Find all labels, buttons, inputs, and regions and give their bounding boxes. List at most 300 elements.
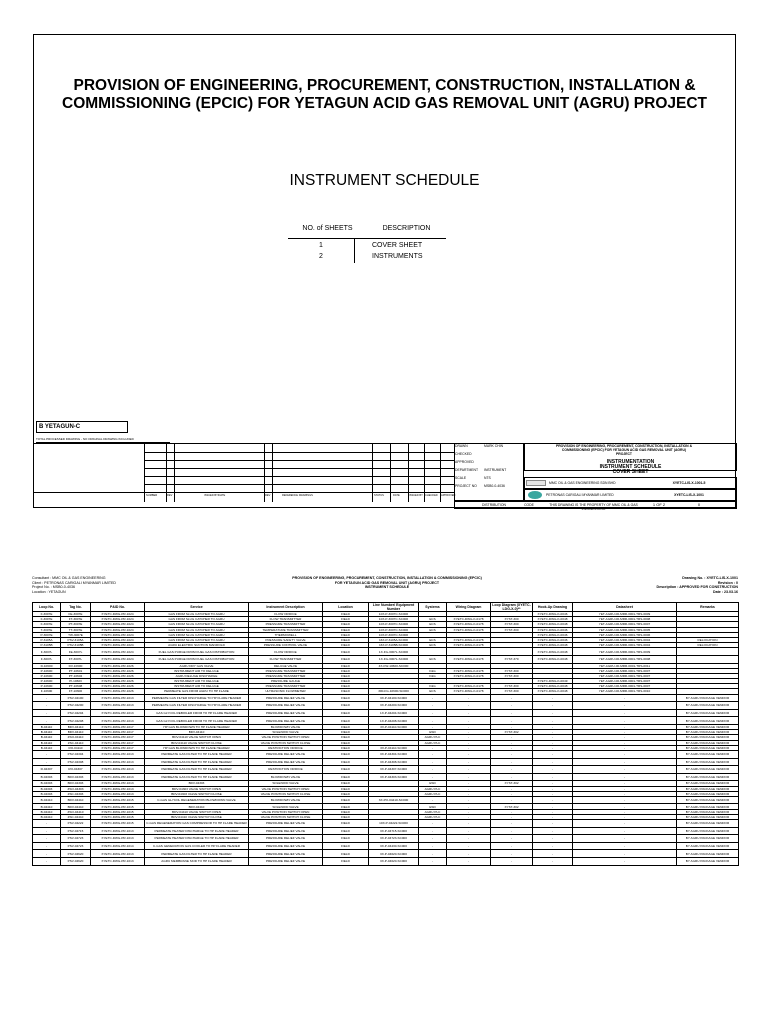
table-cell: - — [33, 827, 61, 835]
table-cell: PRESSURE CONTROL VALVE — [249, 643, 323, 648]
table-cell: XYETC-DWG-K-0178 — [447, 643, 491, 648]
table-cell: BY AGRU PACKAGE VENDOR — [677, 804, 739, 809]
table-cell: PSV-04200 — [61, 702, 91, 710]
table-cell: - — [491, 735, 533, 740]
table-cell: - — [447, 702, 491, 710]
table-cell: XYETC-DWG-PR-1013 — [91, 858, 145, 866]
table-cell: AGRU DRY GAS VALVE — [145, 663, 249, 668]
table-cell: - — [533, 725, 573, 730]
table-cell: - — [491, 786, 533, 791]
schedule-project-line: PROVISION OF ENGINEERING, PROCUREMENT, CONSTRUCTION, INSTALLATION & COMMISSIONING (EPCIC) — [292, 576, 482, 580]
table-cell: VALVE POSITION SWITCH CLOSE — [249, 814, 323, 819]
table-cell: BY AGRU PACKAGE VENDOR — [677, 717, 739, 725]
table-cell: BY AGRU PACKAGE VENDOR — [677, 766, 739, 774]
schedule-right-header — [588, 576, 738, 594]
table-cell: - — [491, 796, 533, 804]
table-cell: GAS FROM SLUG CATCHER TO AGRU — [145, 632, 249, 637]
table-cell: BY AGRU PACKAGE VENDOR — [677, 835, 739, 843]
table-cell: XYETC-DWG-PR-1024 — [91, 648, 145, 656]
table-cell: - — [419, 709, 447, 717]
table-cell: XYETC-DWG-K-0048 — [533, 648, 573, 656]
table-cell: - — [573, 730, 677, 735]
table-cell: XYETC-DWG-PR-1013 — [91, 694, 145, 702]
table-cell: BY AGRU PACKAGE VENDOR — [677, 750, 739, 758]
table-cell: XYETC-DWG-PR-1013 — [91, 786, 145, 791]
table-cell: - — [533, 766, 573, 774]
table-cell: - — [573, 791, 677, 796]
table-cell: YET-AGRU-00-MRR-0001-TRS-0006 — [573, 632, 677, 637]
table-cell: 3X-P-04620-SC000 — [369, 850, 419, 858]
table-cell: RELOCATION — [677, 643, 739, 648]
table-cell: FIELD — [323, 842, 369, 850]
table-cell: - — [573, 804, 677, 809]
table-cell: - — [33, 835, 61, 843]
table-cell: XYETC-DWG-K-0178 — [447, 622, 491, 627]
table-cell: XYETC-DWG-PR-1017 — [91, 745, 145, 750]
table-cell: FT-3007L — [61, 655, 91, 663]
table-cell: PRESSURE GAUGE — [249, 679, 323, 684]
table-cell: - — [573, 750, 677, 758]
grid-line — [390, 444, 391, 502]
table-cell: GAS GLYCOL REBOILER FROM TO HP FLARE HEADER — [145, 709, 249, 717]
table-cell: PERMEATE GAS FILTER TO HP FLARE HEADER — [145, 850, 249, 858]
table-cell: 16X-P-3105B-SC000 — [369, 643, 419, 648]
table-cell: BY AGRU PACKAGE VENDOR — [677, 702, 739, 710]
sheet-row — [288, 253, 446, 260]
tb-doc-type: INSTRUMENTATION — [606, 459, 655, 465]
table-cell: FIELD — [323, 673, 369, 678]
table-cell: YET-AGRU-00-MRR-0001-TRS-0007 — [573, 684, 677, 689]
table-cell: FUEL GAS PURGE FROM FUEL GAS DISTRIBUTION — [145, 655, 249, 663]
table-cell: PRESSURE TRANSMITTER — [249, 673, 323, 678]
table-cell: XYETC-DWG-K-0048 — [533, 655, 573, 663]
table-cell: XYETC-DWG-K-0178 — [447, 673, 491, 678]
table-cell: GAS FROM SLUG CATCHER TO AGRU — [145, 637, 249, 642]
title-block — [454, 443, 737, 509]
table-row — [33, 850, 739, 858]
table-cell: FE-3007E — [61, 612, 91, 617]
table-cell: PSV-04308 — [61, 758, 91, 766]
table-cell: - — [419, 702, 447, 710]
tb-row-label: DRAWN — [455, 444, 468, 448]
table-cell: SOLENOID VALVE — [249, 730, 323, 735]
table-cell: - — [573, 796, 677, 804]
instrument-schedule — [32, 576, 738, 908]
table-cell: - — [491, 791, 533, 796]
description-column-header: DESCRIPTION — [382, 225, 431, 232]
table-cell: BDV-04410 VALVE SWITCH OPEN — [145, 809, 249, 814]
column-header: Datasheet — [573, 603, 677, 612]
table-cell: XYETC-DWG-PR-1013 — [91, 791, 145, 796]
table-cell — [447, 648, 491, 656]
table-cell: - — [533, 745, 573, 750]
rev-label: CHECKED — [425, 494, 438, 497]
consultant-logo-icon — [526, 480, 546, 486]
table-cell: - — [491, 717, 533, 725]
tb-row-label: CHECKED — [455, 452, 472, 456]
table-cell: - — [491, 702, 533, 710]
table-cell: BY AGRU PACKAGE VENDOR — [677, 735, 739, 740]
table-cell: 3X-P-04723-SC000 — [369, 835, 419, 843]
table-cell: FIELD — [323, 689, 369, 694]
table-cell: XYETC-DWG-PR-1017 — [91, 735, 145, 740]
table-cell: GAS FROM SLUG CATCHER TO AGRU — [145, 617, 249, 622]
table-cell: FIELD — [323, 858, 369, 866]
table-cell: BDV-04303 — [61, 773, 91, 781]
client-line: Client : PETRONAS CARIGALI MYANMAR LIMITED — [32, 580, 117, 585]
table-cell: - — [33, 842, 61, 850]
table-cell: BDV-04410 — [61, 804, 91, 809]
table-row — [33, 766, 739, 774]
grid-line — [34, 492, 454, 493]
table-cell: - — [533, 702, 573, 710]
table-cell: AGRU PLC — [419, 809, 447, 814]
table-cell: YET-AGRU-00-MRR-0001-TRS-0004 — [573, 643, 677, 648]
table-cell: YET-AGRU-00-MRR-0001-TRS-0008 — [573, 655, 677, 663]
table-cell: 3X-P-04430-SC000 — [369, 842, 419, 850]
table-cell: XYETC-DWG-PR-1024 — [91, 617, 145, 622]
table-cell: FIELD — [323, 773, 369, 781]
table-cell: - — [447, 730, 491, 735]
table-cell: ESD — [419, 781, 447, 786]
table-cell: - — [573, 694, 677, 702]
table-cell: XYST-300 — [491, 684, 533, 689]
table-cell: - — [573, 781, 677, 786]
table-cell: VALVE POSITION SWITCH CLOSE — [249, 791, 323, 796]
tb-row-label: DEPARTMENT — [455, 468, 479, 472]
table-cell: XYETC-DWG-PR-1014 — [91, 842, 145, 850]
table-cell: SOLENOID VALVE — [249, 804, 323, 809]
table-cell: XYETC-DWG-K-0178 — [447, 637, 491, 642]
tb-issue-code: CODE — [524, 503, 534, 507]
table-row — [33, 858, 739, 866]
table-cell: P-10600 — [33, 684, 61, 689]
table-row — [33, 717, 739, 725]
tb-row-value: MSB0-0-4036 — [484, 484, 505, 488]
table-cell: - — [533, 858, 573, 866]
table-cell: XYETC-DWG-K-0178 — [447, 655, 491, 663]
schedule-title-line: INSTRUMENT SCHEDULE — [364, 585, 410, 590]
rev-label: REV — [167, 494, 173, 497]
table-cell: DV-10600 — [61, 663, 91, 668]
table-cell: BY AGRU PACKAGE VENDOR — [677, 725, 739, 730]
table-cell: - — [573, 827, 677, 835]
table-cell: - — [573, 758, 677, 766]
table-cell: BY AGRU PACKAGE VENDOR — [677, 791, 739, 796]
table-cell: - — [419, 745, 447, 750]
table-cell: - — [573, 745, 677, 750]
table-cell: - — [447, 814, 491, 819]
table-cell: INSTRUMENT AIR TO DELUGE — [145, 668, 249, 673]
table-cell: 10X-P-3007C-SC000 — [369, 632, 419, 637]
table-cell: PT-3007E — [61, 622, 91, 627]
table-cell: - — [533, 814, 573, 819]
tb-doc-title: INSTRUMENT SCHEDULE — [599, 464, 662, 470]
table-cell: FT-10600 — [61, 689, 91, 694]
table-cell: - — [33, 858, 61, 866]
table-cell: PSV-04208 — [61, 717, 91, 725]
table-cell: 1X-P-04204-SC000 — [369, 709, 419, 717]
table-cell: PSV-04620 — [61, 858, 91, 866]
table-cell: XYETC-DWG-PR-1015 — [91, 796, 145, 804]
table-cell: ECS — [419, 627, 447, 632]
table-cell: XYETC-DWG-PR-1015 — [91, 820, 145, 828]
table-cell: BLOWDOWN VALVE — [249, 773, 323, 781]
tb-sheet-title: COVER SHEET — [612, 469, 649, 475]
table-cell: - — [447, 725, 491, 730]
table-cell: PERMEATE GAS FROM AGRU TO HP FLARE — [145, 689, 249, 694]
table-cell: PRESSURE RELIEF VALVE — [249, 820, 323, 828]
table-cell: XYETC-DWG-K-0046 — [533, 612, 573, 617]
table-cell: YET-AGRU-00-MRR-0001-TRS-0005 — [573, 627, 677, 632]
table-cell: - — [419, 717, 447, 725]
sheet-number: 2 — [319, 253, 323, 260]
table-cell: AGRU PLC — [419, 740, 447, 745]
table-cell: ECS — [419, 622, 447, 627]
table-cell: BDV-04110 — [61, 725, 91, 730]
table-cell: PRESSURE SAFETY VALVE — [249, 637, 323, 642]
tb-drawing-no-top: XYETC-LIS-X-1001-5 — [672, 481, 706, 485]
table-cell: PERMEATE GAS FILTER TO HP FLARE HEADER — [145, 750, 249, 758]
table-cell: SOLENOID VALVE — [249, 781, 323, 786]
table-cell: FIELD — [323, 835, 369, 843]
table-row — [33, 702, 739, 710]
table-cell: XYETC-DWG-PR-1024 — [91, 632, 145, 637]
table-cell: - — [573, 786, 677, 791]
table-row — [33, 648, 739, 656]
table-cell: FIELD — [323, 648, 369, 656]
schedule-center-header — [222, 576, 552, 590]
table-cell: PSV-04715 — [61, 827, 91, 835]
table-cell: XYETC-DWG-PR-1024 — [91, 612, 145, 617]
table-cell: - — [491, 745, 533, 750]
column-header: Location — [323, 603, 369, 612]
table-row — [33, 820, 739, 828]
table-cell: FIELD — [323, 663, 369, 668]
table-cell: RO-04307 — [61, 766, 91, 774]
table-cell: PSV-04222 — [61, 820, 91, 828]
table-cell: FT-3007E — [61, 617, 91, 622]
table-cell: TT-3007E — [61, 627, 91, 632]
table-cell: - — [533, 835, 573, 843]
table-cell: F-3007E — [33, 612, 61, 617]
table-cell: F&G — [419, 673, 447, 678]
table-cell: XYST-300 — [491, 668, 533, 673]
table-cell: ZSO-04410 — [61, 809, 91, 814]
table-cell: - — [491, 750, 533, 758]
table-cell: PERMEATE HEATER DISCHARGE TO HP FLARE HEADER — [145, 827, 249, 835]
table-cell: - — [447, 786, 491, 791]
table-cell: - — [573, 814, 677, 819]
table-cell: AGRU ELECTRIC SUCTION MANIFOLD — [145, 643, 249, 648]
table-cell: - — [533, 809, 573, 814]
table-row — [33, 750, 739, 758]
table-cell: - — [419, 773, 447, 781]
table-row — [33, 835, 739, 843]
table-cell: - — [573, 725, 677, 730]
table-cell: XYETC-DWG-PR-1013 — [91, 766, 145, 774]
table-cell: FIELD — [323, 804, 369, 809]
rev-label: ISSUED BY — [409, 494, 423, 497]
table-cell: - — [533, 717, 573, 725]
table-cell: 3X-P-04110-SC000 — [369, 725, 419, 730]
column-header: Instrument Description — [249, 603, 323, 612]
tb-row-label: PROJECT NO — [455, 484, 477, 488]
table-cell: FIELD — [323, 786, 369, 791]
table-cell: C-GAS GLYCOL REGENERATION BLOWDOWN VALVE — [145, 796, 249, 804]
table-row — [33, 796, 739, 804]
table-cell: - — [419, 758, 447, 766]
table-cell: XYETC-DWG-PR-1017 — [91, 740, 145, 745]
table-cell: BDV-04303 VALVE SWITCH OPEN — [145, 786, 249, 791]
table-cell: XYETC-DWG-PR-1024 — [91, 655, 145, 663]
column-header: P&ID No. — [91, 603, 145, 612]
table-cell: YET-AGRU-00-MRR-0001-TRS-0010 — [573, 689, 677, 694]
table-cell: - — [491, 766, 533, 774]
table-cell: F-3007L — [33, 655, 61, 663]
table-cell: BY AGRU PACKAGE VENDOR — [677, 809, 739, 814]
table-cell: XYETC-DWG-K-0178 — [447, 668, 491, 673]
table-cell: - — [447, 850, 491, 858]
table-cell: BDV-04303 VALVE SWITCH CLOSE — [145, 791, 249, 796]
table-cell — [491, 648, 533, 656]
table-cell: XYETC-DWG-PR-1013 — [91, 850, 145, 858]
table-cell: 10X-P-04222-SC000 — [369, 820, 419, 828]
table-cell: - — [491, 842, 533, 850]
table-cell: - — [533, 773, 573, 781]
table-cell: XYETC-DWG-PR-1013 — [91, 750, 145, 758]
revision-grid — [34, 443, 454, 501]
table-cell: XYETC-DWG-K-0178 — [447, 627, 491, 632]
table-cell: FIELD — [323, 796, 369, 804]
table-cell: HP GAS BLOWDOWN TO HP FLARE HEADER — [145, 745, 249, 750]
table-cell: XYST-300 — [491, 627, 533, 632]
table-cell: - — [491, 835, 533, 843]
table-cell: - — [533, 786, 573, 791]
tb-distribution: DISTRIBUTION — [482, 503, 506, 507]
table-cell — [419, 648, 447, 656]
table-cell: PSV-04304 — [61, 750, 91, 758]
column-header: Tag No. — [61, 603, 91, 612]
table-cell: PRESSURE RELIEF VALVE — [249, 750, 323, 758]
table-cell: - — [33, 758, 61, 766]
table-cell: AGRU PLC — [419, 786, 447, 791]
table-cell: FIELD — [323, 827, 369, 835]
table-cell: FIELD — [323, 655, 369, 663]
table-cell: PSV-3105A — [61, 637, 91, 642]
table-cell: PRESSURE RELIEF VALVE — [249, 858, 323, 866]
table-cell: 3X-PO-04410-SC000 — [369, 796, 419, 804]
table-cell: B-04110 — [33, 745, 61, 750]
table-cell: B-04110 — [33, 725, 61, 730]
table-cell: - — [491, 773, 533, 781]
table-cell: - — [491, 827, 533, 835]
table-cell: XYETC-DWG-K-0046 — [533, 632, 573, 637]
table-cell: - — [447, 758, 491, 766]
table-cell: - — [533, 735, 573, 740]
table-cell: PRESSURE TRANSMITTER — [249, 684, 323, 689]
table-cell: - — [533, 796, 573, 804]
table-cell: ECS — [419, 643, 447, 648]
tb-company: MMC OIL & GAS ENGINEERING SDN BHD — [549, 481, 616, 485]
table-cell: XYETC-DWG-PR-1015 — [91, 809, 145, 814]
rev-label: NUMBER — [146, 494, 158, 497]
table-cell: - — [419, 842, 447, 850]
table-cell: 3X-P-04100-SC000 — [369, 694, 419, 702]
table-cell: P-3007E — [33, 632, 61, 637]
table-cell: 4X-FW-10600-SC000 — [369, 663, 419, 668]
table-cell: BY AGRU PACKAGE VENDOR — [677, 814, 739, 819]
table-cell: VALVE POSITION SWITCH OPEN — [249, 786, 323, 791]
table-cell: XYETC-DWG-PR-1026 — [91, 679, 145, 684]
date-line: Date : 23.03.16 — [713, 589, 738, 594]
table-cell: GAS GLYCOL REBOILER FROM TO HP FLARE HEADER — [145, 717, 249, 725]
table-cell: BY AGRU PACKAGE VENDOR — [677, 730, 739, 735]
table-header-row — [33, 603, 739, 612]
description-line: Description : APPROVED FOR CONSTRUCTION — [656, 585, 738, 590]
table-row — [33, 758, 739, 766]
table-cell: XYETC-DWG-PR-1013 — [91, 827, 145, 835]
table-cell: - — [447, 773, 491, 781]
platform-label: B YETAGUN-C — [36, 421, 128, 433]
schedule-table — [32, 602, 739, 866]
table-cell: - — [491, 694, 533, 702]
schedule-left-header — [32, 576, 116, 594]
table-cell: BDV-04410 — [145, 804, 249, 809]
sheet-description: INSTRUMENTS — [372, 253, 423, 260]
table-cell: PERMEATE GAS FILTER TO HP FLARE HEADER — [145, 766, 249, 774]
table-cell: - — [447, 842, 491, 850]
table-cell: XYST-300 — [491, 622, 533, 627]
table-cell: R-04307 — [33, 766, 61, 774]
table-cell: XYETC-DWG-PR-1017 — [91, 725, 145, 730]
table-cell: - — [447, 709, 491, 717]
table-cell: PERMEATE GAS FILTER TO HP FLARE HEADER — [145, 773, 249, 781]
table-cell: - — [533, 730, 573, 735]
table-cell: XYETC-DWG-K-0046 — [533, 627, 573, 632]
table-cell: PSV-04100 — [61, 694, 91, 702]
table-cell: BY AGRU PACKAGE VENDOR — [677, 694, 739, 702]
table-cell: ECS — [419, 617, 447, 622]
table-cell: FIELD — [323, 617, 369, 622]
table-cell: C-GAS REGENERATION GAS COMPRESSOR TO HP FLARE HEADER — [146, 821, 247, 826]
sheet-description: COVER SHEET — [372, 242, 423, 249]
table-cell: - — [533, 758, 573, 766]
column-header: Hook-Up Drawing — [533, 603, 573, 612]
table-cell: - — [533, 740, 573, 745]
table-cell: VALVE POSITION SWITCH OPEN — [249, 735, 323, 740]
table-cell: B-04110 — [33, 735, 61, 740]
table-cell: BY AGRU PACKAGE VENDOR — [677, 781, 739, 786]
table-cell: - — [33, 850, 61, 858]
table-cell: PERMEATE GAS FILTER TO HP FLARE HEADER — [145, 758, 249, 766]
table-cell: - — [533, 820, 573, 828]
table-cell: 3X-P-04110-SC000 — [369, 745, 419, 750]
table-cell: XYST-370 — [491, 655, 533, 663]
table-cell: T-3007E — [33, 627, 61, 632]
table-cell: RESTRICTION ORIFICE — [249, 745, 323, 750]
table-cell: - — [573, 820, 677, 828]
table-cell: 1X-FG-3007L-SC000 — [369, 655, 419, 663]
table-cell: FIELD — [323, 643, 369, 648]
table-row — [33, 655, 739, 663]
table-cell: FIELD — [323, 791, 369, 796]
table-cell: - — [33, 717, 61, 725]
table-cell: XYETC-DWG-PR-1024 — [91, 637, 145, 642]
table-cell: - — [33, 750, 61, 758]
table-cell: B-04303 — [33, 781, 61, 786]
table-cell: FIELD — [323, 781, 369, 786]
